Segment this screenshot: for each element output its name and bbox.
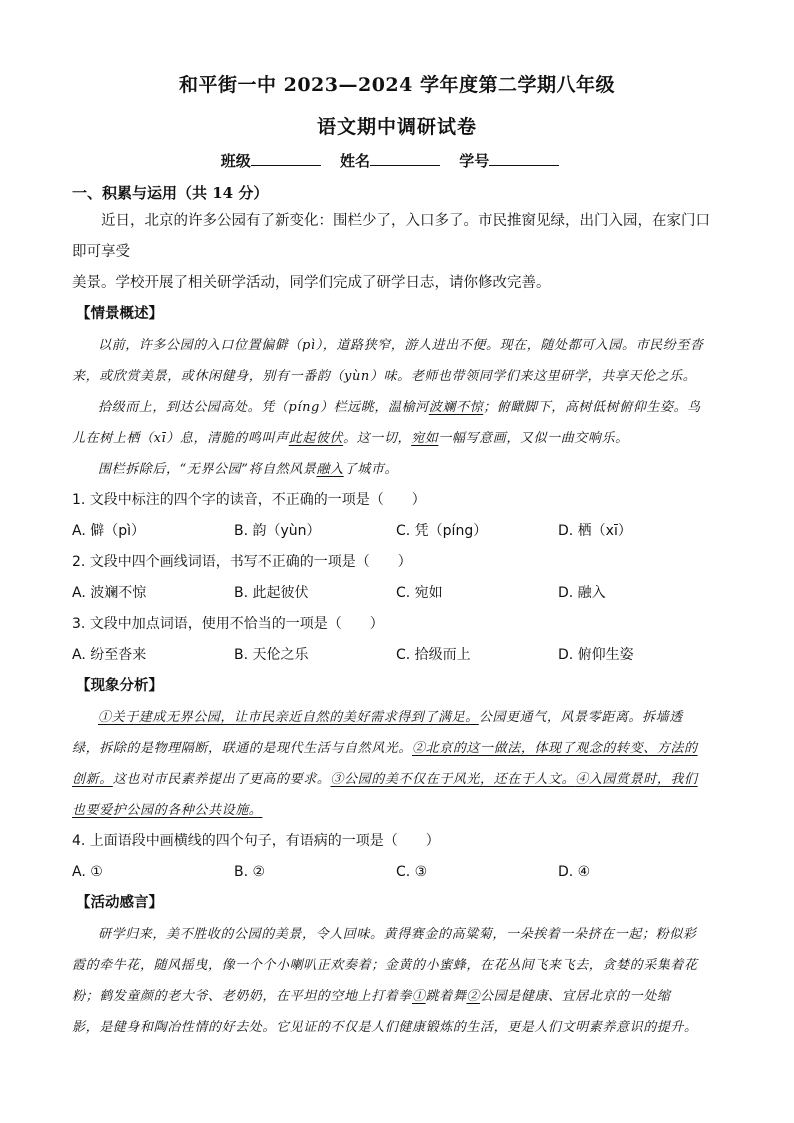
underlined-word: 融入 <box>316 462 344 477</box>
passage-line <box>72 981 722 1012</box>
name-blank <box>370 151 440 166</box>
question-options <box>72 516 722 547</box>
exam-subtitle: 语文期中调研试卷 <box>316 116 477 138</box>
id-label: 学号 <box>459 152 490 170</box>
section-intro-line: 近日，北京的许多公园有了新变化：围栏少了，入口多了。市民推窗见绿，出门入园，在家门口即可享受 <box>72 213 710 260</box>
question-options <box>72 857 722 888</box>
option-c: C. 宛如 <box>396 585 443 601</box>
question-stem: 2. 文段中四个画线词语，书写不正确的一项是（ ） <box>72 554 412 570</box>
passage-line <box>72 423 722 454</box>
question-options <box>72 578 722 609</box>
text-run: 一幅写意画，又似一曲交响乐。 <box>438 431 629 446</box>
passage-line <box>72 733 722 764</box>
option-d: D. 融入 <box>558 585 606 601</box>
option-d: D. 俯仰生姿 <box>558 647 634 663</box>
option-c: C. 拾级而上 <box>396 647 471 663</box>
passage-line: 研学归来，美不胜收的公园的美景，令人回味。黄得赛金的高粱菊，一朵挨着一朵挤在一起；粉似彩 <box>98 927 697 942</box>
class-blank <box>251 151 321 166</box>
block-heading: 【现象分析】 <box>76 678 163 694</box>
underlined-word: 宛如 <box>411 431 439 446</box>
passage-line: 影，是健身和陶冶性情的好去处。它见证的不仅是人们健康锻炼的生活，更是人们文明素养意识的提升。 <box>72 1020 698 1035</box>
passage-line <box>72 795 722 826</box>
block-heading: 【情景概述】 <box>76 306 163 322</box>
underlined-sentence: ①关于建成无界公园，让市民亲近自然的美好需求得到了满足。 <box>98 710 479 725</box>
student-info-line <box>0 150 794 171</box>
name-label: 姓名 <box>339 152 370 170</box>
underlined-sentence: 创新。 <box>72 772 113 787</box>
fill-blank-2: ② <box>466 989 481 1004</box>
exam-title: 和平街一中 2023—2024 学年度第二学期八年级 <box>179 74 615 96</box>
section-title: 一、积累与运用（共 14 分） <box>72 184 269 202</box>
underlined-word: 波斓不惊 <box>428 400 484 415</box>
text-run: 拾级而上，到达公园高处。凭（píng）栏远眺，温榆河 <box>98 400 429 415</box>
exam-content <box>72 180 722 1043</box>
question-stem: 1. 文段中标注的四个字的读音，不正确的一项是（ ） <box>72 492 426 508</box>
option-a: A. 僻（pì） <box>72 523 146 539</box>
text-run: 这也对市民素养提出了更高的要求。 <box>112 772 331 787</box>
option-b: B. 此起彼伏 <box>234 585 309 601</box>
question-options <box>72 640 722 671</box>
passage-line <box>72 454 722 485</box>
option-d: D. 栖（xī） <box>558 523 632 539</box>
text-run: ；俯瞰脚下，高树低树俯仰生姿。鸟 <box>483 400 701 415</box>
passage-line: 来，或欣赏美景，或休闲健身，别有一番韵（yùn）味。老师也带领同学们来这里研学，共享天伦之乐。 <box>72 369 697 384</box>
option-b: B. ② <box>234 864 266 880</box>
id-blank <box>489 151 559 166</box>
underlined-sentence: 也要爱护公园的各种公共设施。 <box>72 803 263 818</box>
text-run: 。这一切， <box>343 431 412 446</box>
text-run: 儿在树上栖（xī）息，清脆的鸣叫声 <box>72 431 289 446</box>
option-d: D. ④ <box>558 864 591 880</box>
class-label: 班级 <box>220 152 251 170</box>
option-b: B. 天伦之乐 <box>234 647 309 663</box>
fill-blank-1: ① <box>412 989 426 1004</box>
text-run: 跳着舞 <box>425 989 467 1004</box>
option-a: A. 波斓不惊 <box>72 585 147 601</box>
text-run: 粉；鹤发童颜的老大爷、老奶奶，在平坦的空地上打着拳 <box>72 989 413 1004</box>
question-stem: 3. 文段中加点词语，使用不恰当的一项是（ ） <box>72 616 384 632</box>
text-run: 围栏拆除后，“无界公园”将自然风景 <box>98 462 317 477</box>
option-a: A. ① <box>72 864 103 880</box>
section-intro-line: 美景。学校开展了相关研学活动，同学们完成了研学日志，请你修改完善。 <box>72 275 551 291</box>
question-stem: 4. 上面语段中画横线的四个句子，有语病的一项是（ ） <box>72 833 440 849</box>
underlined-word: 此起彼伏 <box>288 431 344 446</box>
passage-line <box>72 392 722 423</box>
passage-line: 霞的牵牛花，随风摇曳，像一个个小喇叭正欢奏着；金黄的小蜜蜂，在花丛间飞来飞去，贪婪的采集着花 <box>72 958 698 973</box>
passage-line: 以前，许多公园的入口位置偏僻（pì），道路狭窄，游人进出不便。现在，随处都可入园。市民纷至沓 <box>98 338 704 353</box>
text-run: 公园是健康、宜居北京的一处缩 <box>480 989 671 1004</box>
option-a: A. 纷至沓来 <box>72 647 147 663</box>
text-run: 绿，拆除的是物理隔断，联通的是现代生活与自然风光。 <box>72 741 413 756</box>
passage-line <box>72 702 722 733</box>
option-b: B. 韵（yùn） <box>234 523 321 539</box>
text-run: 了城市。 <box>343 462 399 477</box>
underlined-sentence: ④入园赏景时，我们 <box>575 772 698 787</box>
block-heading: 【活动感言】 <box>76 895 163 911</box>
text-run: 公园更通气，风景零距离。拆墙透 <box>478 710 683 725</box>
option-c: C. 凭（píng） <box>396 523 488 539</box>
passage-line <box>72 764 722 795</box>
underlined-sentence: ③公园的美不仅在于风光，还在于人文。 <box>330 772 576 787</box>
underlined-sentence: ②北京的这一做法，体现了观念的转变、方法的 <box>412 741 698 756</box>
option-c: C. ③ <box>396 864 428 880</box>
